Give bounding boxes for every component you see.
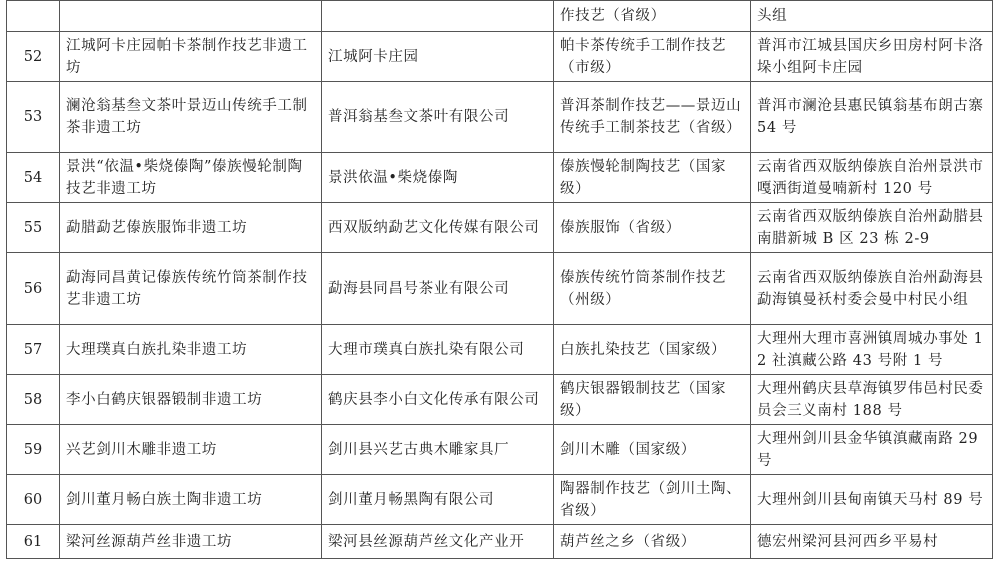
table-row <box>7 153 993 203</box>
cell-address: 云南省西双版纳傣族自治州景洪市嘎洒街道曼喃新村 120 号 <box>751 153 993 203</box>
cell-num: 58 <box>7 375 60 425</box>
table-row <box>7 203 993 253</box>
cell-company: 大理市璞真白族扎染有限公司 <box>322 325 554 375</box>
cell-technique: 帕卡茶传统手工制作技艺（市级） <box>554 32 751 82</box>
cell-technique: 剑川木雕（国家级） <box>554 425 751 475</box>
cell-technique: 傣族慢轮制陶技艺（国家级） <box>554 153 751 203</box>
cell-name: 兴艺剑川木雕非遗工坊 <box>60 425 322 475</box>
cell-num: 53 <box>7 82 60 153</box>
cell-technique: 白族扎染技艺（国家级） <box>554 325 751 375</box>
cell-num: 61 <box>7 525 60 559</box>
cell-num: 52 <box>7 32 60 82</box>
cell-num <box>7 1 60 32</box>
cell-address: 大理州鹤庆县草海镇罗伟邑村民委员会三义南村 188 号 <box>751 375 993 425</box>
cell-address: 大理州大理市喜洲镇周城办事处 12 社滇藏公路 43 号附 1 号 <box>751 325 993 375</box>
table-row <box>7 325 993 375</box>
cell-address: 德宏州梁河县河西乡平易村 <box>751 525 993 559</box>
cell-name <box>60 1 322 32</box>
cell-num: 60 <box>7 475 60 525</box>
cell-technique: 作技艺（省级） <box>554 1 751 32</box>
cell-technique: 鹤庆银器锻制技艺（国家级） <box>554 375 751 425</box>
cell-name: 景洪“依温•柴烧傣陶”傣族慢轮制陶技艺非遗工坊 <box>60 153 322 203</box>
cell-technique: 普洱茶制作技艺——景迈山传统手工制茶技艺（省级） <box>554 82 751 153</box>
cell-address: 云南省西双版纳傣族自治州勐海县勐海镇曼袄村委会曼中村民小组 <box>751 253 993 325</box>
cell-name: 勐海同昌黄记傣族传统竹筒茶制作技艺非遗工坊 <box>60 253 322 325</box>
cell-address: 普洱市澜沧县惠民镇翁基布朗古寨 54 号 <box>751 82 993 153</box>
cell-technique: 陶器制作技艺（剑川土陶、省级） <box>554 475 751 525</box>
cell-company: 景洪依温•柴烧傣陶 <box>322 153 554 203</box>
cell-company: 鹤庆县李小白文化传承有限公司 <box>322 375 554 425</box>
table-row <box>7 82 993 153</box>
cell-company: 梁河县丝源葫芦丝文化产业开 <box>322 525 554 559</box>
table-row <box>7 425 993 475</box>
table-row <box>7 525 993 559</box>
cell-num: 55 <box>7 203 60 253</box>
cell-name: 梁河丝源葫芦丝非遗工坊 <box>60 525 322 559</box>
table-row-top <box>7 1 993 32</box>
cell-name: 勐腊勐艺傣族服饰非遗工坊 <box>60 203 322 253</box>
cell-address: 普洱市江城县国庆乡田房村阿卡洛垛小组阿卡庄园 <box>751 32 993 82</box>
cell-technique: 傣族服饰（省级） <box>554 203 751 253</box>
cell-name: 江城阿卡庄园帕卡茶制作技艺非遗工坊 <box>60 32 322 82</box>
cell-num: 54 <box>7 153 60 203</box>
cell-name: 大理璞真白族扎染非遗工坊 <box>60 325 322 375</box>
cell-name: 澜沧翁基叁文茶叶景迈山传统手工制茶非遗工坊 <box>60 82 322 153</box>
cell-company: 江城阿卡庄园 <box>322 32 554 82</box>
workshop-table <box>6 0 993 559</box>
table-row <box>7 32 993 82</box>
cell-address: 云南省西双版纳傣族自治州勐腊县南腊新城 B 区 23 栋 2-9 <box>751 203 993 253</box>
cell-company: 剑川县兴艺古典木雕家具厂 <box>322 425 554 475</box>
cell-company: 普洱翁基叁文茶叶有限公司 <box>322 82 554 153</box>
cell-name: 剑川董月畅白族土陶非遗工坊 <box>60 475 322 525</box>
cell-company: 勐海县同昌号茶业有限公司 <box>322 253 554 325</box>
cell-num: 57 <box>7 325 60 375</box>
cell-num: 59 <box>7 425 60 475</box>
cell-technique: 傣族传统竹筒茶制作技艺（州级） <box>554 253 751 325</box>
cell-company <box>322 1 554 32</box>
table-row <box>7 253 993 325</box>
cell-address: 大理州剑川县金华镇滇藏南路 29 号 <box>751 425 993 475</box>
cell-address: 大理州剑川县甸南镇天马村 89 号 <box>751 475 993 525</box>
cell-name: 李小白鹤庆银器锻制非遗工坊 <box>60 375 322 425</box>
table-row <box>7 375 993 425</box>
cell-company: 剑川董月畅黑陶有限公司 <box>322 475 554 525</box>
cell-technique: 葫芦丝之乡（省级） <box>554 525 751 559</box>
cell-num: 56 <box>7 253 60 325</box>
cell-address: 头组 <box>751 1 993 32</box>
cell-company: 西双版纳勐艺文化传媒有限公司 <box>322 203 554 253</box>
table-row <box>7 475 993 525</box>
